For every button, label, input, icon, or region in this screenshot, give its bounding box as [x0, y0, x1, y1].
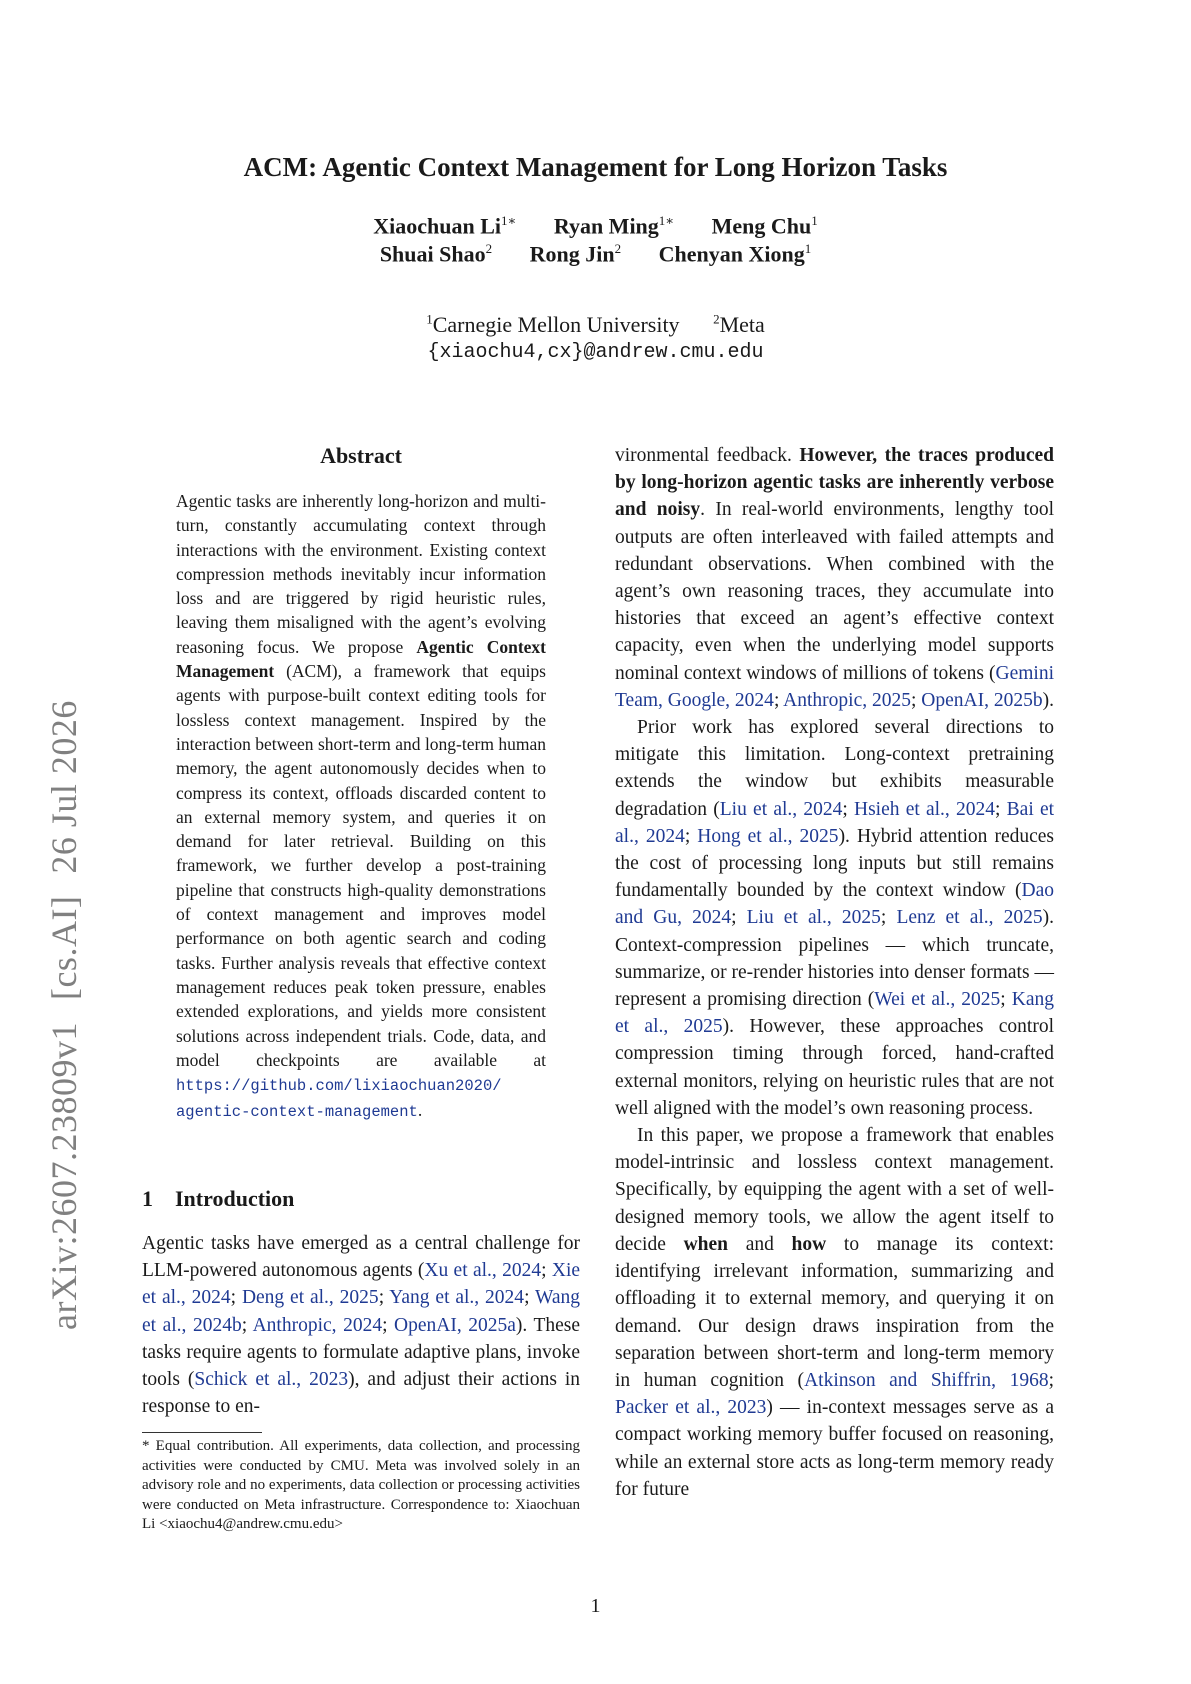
footnote-rule — [142, 1432, 262, 1433]
abstract-heading: Abstract — [320, 443, 402, 468]
arxiv-date: 26 Jul 2026 — [44, 700, 84, 874]
right-column — [615, 442, 1054, 1503]
citation-link[interactable]: Wang et al., 2024b — [142, 1287, 580, 1336]
citation-link[interactable]: Liu et al., 2024 — [719, 798, 843, 820]
citation-link[interactable]: Xie et al., 2024 — [142, 1260, 581, 1309]
citation-link[interactable]: Packer et al., 2023 — [615, 1397, 767, 1419]
affiliation: $^2$Meta — [713, 312, 765, 338]
code-link[interactable]: https://github.com/lixiaochuan2020/ agentic-context-management — [176, 1077, 502, 1122]
citation-link[interactable]: Kang et al., 2025 — [615, 989, 1055, 1038]
citation-link[interactable]: Anthropic, 2024 — [252, 1314, 383, 1336]
arxiv-stamp — [43, 678, 85, 1330]
citation-link[interactable]: Liu et al., 2025 — [746, 907, 881, 929]
authors-row-2 — [0, 241, 1191, 267]
citation-link[interactable]: Atkinson and Shiffrin, 1968 — [804, 1369, 1049, 1391]
intro-paragraph: Agentic tasks have emerged as a central challenge for LLM-powered autonomous agents (Xu et al., 2024; Xie et al., 2024; Deng et al., 2025; Yang et al., 2024; Wang et al., 2024b; Anthropic, 2024; OpenAI, 2025a). These tasks require agents to formulate adaptive plans, invoke tools (Schick et al., 2023), and adjust their actions in response to en- — [142, 1233, 581, 1418]
affiliation: $^1$Carnegie Mellon University — [426, 312, 680, 338]
author: Meng Chu$^1$ — [711, 213, 818, 239]
paper-title: ACM: Agentic Context Management for Long Horizon Tasks — [243, 152, 948, 182]
section-heading-introduction: 1 Introduction — [142, 1186, 295, 1211]
author: Ryan Ming$^{1∗}$ — [553, 213, 675, 239]
author-email: {xiaochu4,cx}@andrew.cmu.edu — [427, 341, 764, 364]
citation-link[interactable]: Deng et al., 2025 — [241, 1287, 379, 1309]
citation-link[interactable]: Lenz et al., 2025 — [896, 907, 1043, 929]
citation-link[interactable]: OpenAI, 2025b — [921, 689, 1043, 711]
affiliations — [0, 312, 1191, 338]
citation-link[interactable]: Schick et al., 2023 — [194, 1369, 349, 1391]
arxiv-id: arXiv:2607.23809v1 — [44, 1022, 84, 1330]
citation-link[interactable]: OpenAI, 2025a — [394, 1314, 516, 1336]
author: Shuai Shao$^2$ — [379, 241, 493, 267]
citation-link[interactable]: Hsieh et al., 2024 — [854, 798, 996, 820]
citation-link[interactable]: Yang et al., 2024 — [389, 1287, 525, 1309]
page-number: 1 — [590, 1595, 601, 1617]
citation-link[interactable]: Dao and Gu, 2024 — [615, 880, 1054, 929]
authors-row-1 — [0, 213, 1191, 239]
author: Rong Jin$^2$ — [529, 241, 622, 267]
citation-link[interactable]: Gemini Team, Google, 2024 — [615, 662, 1054, 711]
abstract-body: Agentic tasks are inherently long-horizon and multi-turn, constantly accumulating context through interactions with the environment. Existing context compression methods inevitably incur information loss and are triggered by rigid heuristic rules, leaving them misaligned with the agent’s evolving reasoning focus. We propose Agentic Context Management (ACM), a framework that equips agents with purpose-built context editing tools for lossless context management. Inspired by the interaction between short-term and long-term human memory, the agent autonomously decides when to compress its context, offloads discarded content to an external memory system, and queries it on demand for later retrieval. Building on this framework, we further develop a post-training pipeline that constructs high-quality demonstrations of context management and improves model performance on both agentic search and coding tasks. Further analysis reveals that effective context management reduces peak token pressure, enables extended explorations, and yields more consistent solutions across independent trials. Code, data, and model checkpoints are available at https://github.com/lixiaochuan2020/ agentic-context-management. — [176, 491, 546, 1122]
arxiv-category: [cs.AI] — [44, 895, 84, 1001]
abstract-bold: Agentic Context Management — [176, 636, 546, 682]
citation-link[interactable]: Wei et al., 2025 — [874, 989, 1001, 1011]
paragraph: vironmental feedback. However, the traces produced by long-horizon agentic tasks are inherently verbose and noisy. In real-world environments, lengthy tool outputs are often interleaved with failed attempts and redundant observations. When combined with the agent’s own reasoning traces, they accumulate into histories that exceed an agent’s effective context capacity, even when the underlying model supports nominal context windows of millions of tokens (Gemini Team, Google, 2024; Anthropic, 2025; OpenAI, 2025b). — [615, 445, 1054, 711]
paragraph: In this paper, we propose a framework that enables model-intrinsic and lossless context management. Specifically, by equipping the agent with a set of well-designed memory tools, we allow the agent itself to decide when and how to manage its context: identifying irrelevant information, summarizing and offloading it to external memory, and querying it on demand. Our design draws inspiration from the separation between short-term and long-term memory in human cognition (Atkinson and Shiffrin, 1968; Packer et al., 2023) — in-context messages serve as a compact working memory buffer focused on reasoning, while an external store acts as long-term memory ready for future — [615, 1125, 1055, 1500]
citation-link[interactable]: Hong et al., 2025 — [697, 825, 839, 847]
footnote: * Equal contribution. All experiments, data collection, and processing activities were conducted by CMU. Meta was involved solely in an advisory role and no experiments, data collection or processing activities were conducted on Meta infrastructure. Correspondence to: Xiaochuan Li <xiaochu4@andrew.cmu.edu> — [142, 1438, 580, 1532]
paragraph: Prior work has explored several directions to mitigate this limitation. Long-context pretraining extends the window but exhibits measurable degradation (Liu et al., 2024; Hsieh et al., 2024; Bai et al., 2024; Hong et al., 2025). Hybrid attention reduces the cost of processing long inputs but still remains fundamentally bounded by the context window (Dao and Gu, 2024; Liu et al., 2025; Lenz et al., 2025). Context-compression pipelines — which truncate, summarize, or re-render histories into denser formats — represent a promising direction (Wei et al., 2025; Kang et al., 2025). However, these approaches control compression timing through forced, hand-crafted external monitors, relying on heuristic rules that are not well aligned with the model’s own reasoning process. — [615, 717, 1055, 1119]
author: Chenyan Xiong$^1$ — [658, 241, 812, 267]
citation-link[interactable]: Anthropic, 2025 — [783, 689, 911, 711]
citation-link[interactable]: Xu et al., 2024 — [424, 1260, 542, 1282]
author: Xiaochuan $Li^{1∗}$ — [373, 213, 517, 239]
citation-link[interactable]: Bai et al., 2024 — [615, 798, 1055, 847]
